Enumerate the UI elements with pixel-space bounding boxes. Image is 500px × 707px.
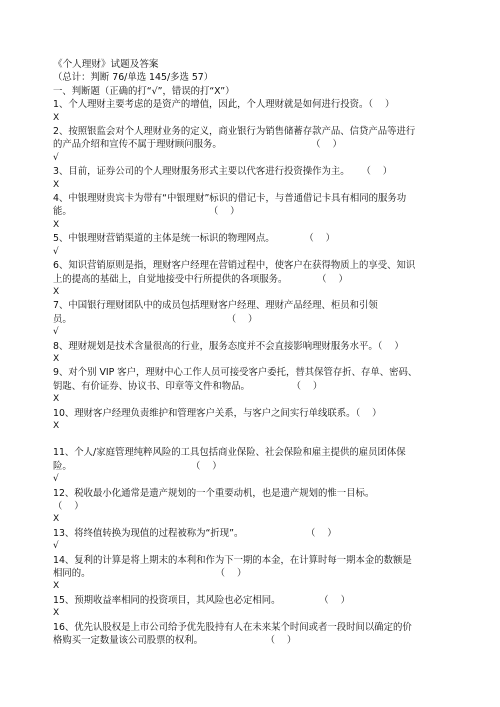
answer-mark: √	[53, 246, 59, 257]
question-item	[53, 446, 473, 486]
answer-mark: X	[53, 112, 60, 123]
question-item	[53, 407, 473, 447]
question-text-line: 8、理财规划是技术含量很高的行业，服务态度并不会直接影响理财服务水平。（ ）	[53, 340, 404, 352]
answer-mark: X	[53, 514, 60, 525]
question-text-line: 4、中银理财贵宾卡为带有“中银理财”标识的借记卡，与普通借记卡具有相同的服务功	[53, 193, 407, 205]
question-item	[53, 621, 473, 648]
question-text-line: 9、对个别 VIP 客户，理财中心工作人员可接受客户委托，替其保管存折、存单、密码、	[53, 367, 418, 379]
question-text-line: 14、复利的计算是将上期末的本利和作为下一期的本金，在计算时每一期本金的数额是	[53, 554, 412, 566]
question-item	[53, 232, 473, 259]
question-item	[53, 299, 473, 339]
question-text-line: 1、个人理财主要考虑的是资产的增值，因此，个人理财就是如何进行投资。（ ）	[53, 99, 395, 111]
question-item	[53, 125, 473, 165]
answer-mark: X	[53, 420, 60, 431]
question-item	[53, 98, 473, 125]
question-text-line: （ ）	[53, 501, 84, 512]
question-text-line: 格购买一定数量该公司股票的权利。 （ ）	[53, 635, 297, 647]
question-text-line: 上的提高的基础上，自觉地接受中行所提供的各项服务。 （ ）	[53, 273, 348, 285]
question-text-line: 10、理财客户经理负责维护和管理客户关系，与客户之间实行单线联系。（ ）	[53, 407, 382, 419]
question-item	[53, 554, 473, 594]
question-text-line: 12、税收最小化通常是遗产规划的一个重要动机，也是遗产规划的惟一目标。	[53, 487, 375, 499]
question-text-line: 13、将终值转换为现值的过程被称为“折现”。 （ ）	[53, 527, 337, 539]
section-heading: 一、判断题（正确的打“√”，错误的打“X”）	[53, 85, 235, 97]
question-item	[53, 165, 473, 192]
question-text-line: 6、知识营销原则是指，理财客户经理在营销过程中，使客户在获得物质上的享受、知识	[53, 260, 416, 272]
question-list	[53, 98, 473, 647]
answer-mark: √	[53, 327, 59, 338]
question-text-line: 11、个人/家庭管理纯粹风险的工具包括商业保险、社会保险和雇主提供的雇员团体保	[53, 447, 406, 459]
document-title: 《个人理财》试题及答案	[53, 59, 159, 70]
answer-mark: √	[53, 474, 59, 485]
question-item	[53, 527, 473, 554]
question-item	[53, 487, 473, 527]
question-item	[53, 192, 473, 232]
question-item	[53, 594, 473, 621]
answer-mark: X	[53, 581, 60, 592]
question-text-line: 的产品介绍和宣传不属于理财顾问服务。 （ ）	[53, 139, 342, 151]
question-text-line: 7、中国银行理财团队中的成员包括理财客户经理、理财产品经理、柜员和引领	[53, 300, 378, 312]
answer-mark: X	[53, 179, 60, 190]
answer-mark: X	[53, 219, 60, 230]
question-item	[53, 366, 473, 406]
question-text-line: 钥匙、有价证券、协议书、印章等文件和物品。 （ ）	[53, 380, 323, 392]
question-text-line: 16、优先认股权是上市公司给予优先股持有人在未来某个时间或者一段时间以确定的价	[53, 621, 412, 633]
document-body	[53, 58, 473, 647]
answer-mark: X	[53, 608, 60, 619]
question-text-line: 相同的。 （ ）	[53, 568, 247, 580]
question-text-line: 2、按照银监会对个人理财业务的定义，商业银行为销售储蓄存款产品、信贷产品等进行	[53, 126, 416, 138]
question-item	[53, 340, 473, 367]
answer-mark: √	[53, 541, 59, 552]
answer-mark: √	[53, 152, 59, 163]
question-text-line: 险。 （ ）	[53, 460, 222, 472]
question-text-line: 3、目前，证券公司的个人理财服务形式主要以代客进行投资操作为主。 （ ）	[53, 166, 393, 178]
answer-mark: X	[53, 394, 60, 405]
answer-mark: X	[53, 353, 60, 364]
question-text-line: 5、中银理财营销渠道的主体是统一标识的物理网点。 （ ）	[53, 233, 336, 245]
question-text-line: 能。 （ ）	[53, 206, 240, 218]
document-summary: （总计：判断 76/单选 145/多选 57）	[53, 72, 214, 84]
answer-mark: X	[53, 286, 60, 297]
question-text-line: 员。 （ ）	[53, 313, 258, 325]
question-item	[53, 259, 473, 299]
blank-spacer	[53, 433, 473, 446]
question-text-line: 15、预期收益率相同的投资项目，其风险也必定相同。 （ ）	[53, 594, 350, 606]
